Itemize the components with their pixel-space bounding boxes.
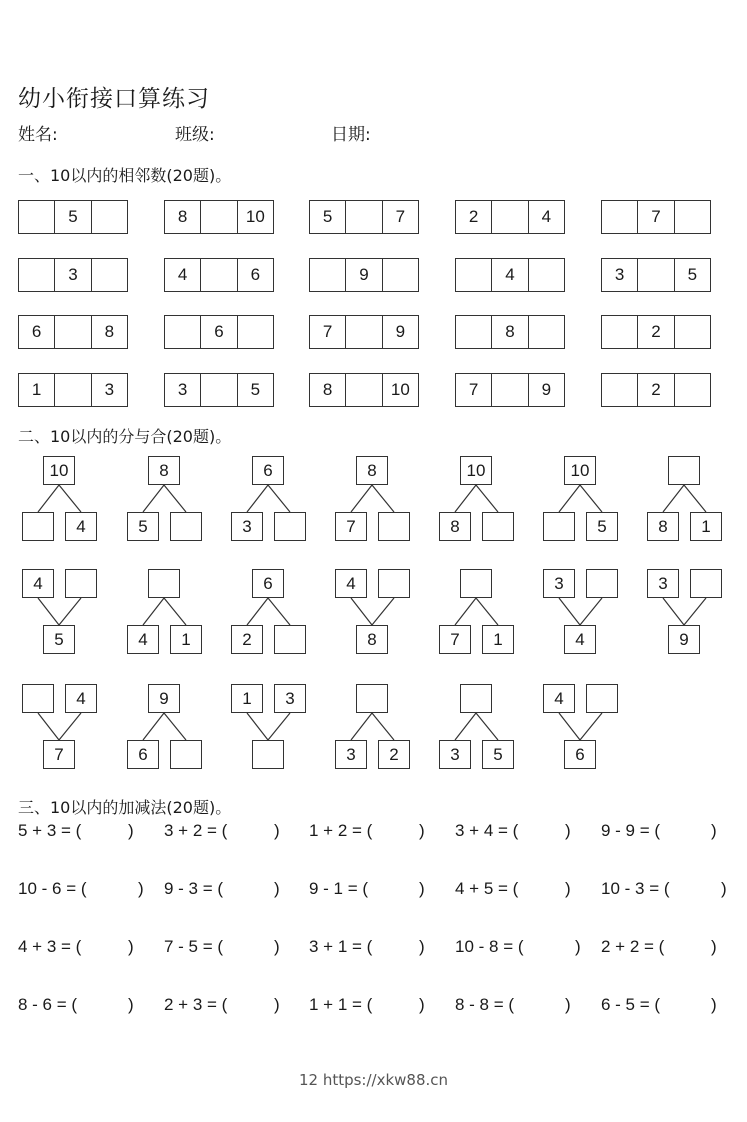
given-number-box: 5: [43, 625, 75, 654]
given-number-box: 6: [564, 740, 596, 769]
given-number-box: 4: [165, 259, 201, 291]
answer-input[interactable]: [384, 821, 420, 841]
given-number-box: 2: [378, 740, 410, 769]
equation-text: 4 + 3 = (: [18, 937, 82, 956]
equation-text: 8 - 8 = (: [455, 995, 515, 1014]
given-number-box: 9: [668, 625, 700, 654]
close-paren: ): [565, 879, 571, 898]
close-paren: ): [419, 821, 425, 840]
answer-input[interactable]: [685, 879, 721, 899]
answer-input[interactable]: [93, 937, 129, 957]
given-number-box: 10: [390, 380, 410, 399]
given-number-box: 1: [231, 684, 263, 713]
close-paren: ): [274, 821, 280, 840]
given-number-box: 4: [127, 625, 159, 654]
close-paren: ): [128, 995, 134, 1014]
given-number-box: 9: [395, 322, 406, 341]
given-number-box: 6: [250, 265, 261, 284]
answer-blank-box[interactable]: [586, 684, 618, 713]
given-number-box: 3: [165, 374, 201, 406]
given-number-box: 7: [335, 512, 367, 541]
answer-input[interactable]: [676, 937, 712, 957]
given-number-box: 5: [55, 201, 91, 233]
close-paren: ): [565, 821, 571, 840]
answer-input[interactable]: [93, 995, 129, 1015]
given-number-box: 2: [231, 625, 263, 654]
close-paren: ): [711, 995, 717, 1014]
close-paren: ): [419, 879, 425, 898]
given-number-box: 5: [482, 740, 514, 769]
close-paren: ): [575, 937, 581, 956]
given-number-box: 2: [638, 316, 674, 348]
equation-text: 2 + 3 = (: [164, 995, 228, 1014]
close-paren: ): [274, 995, 280, 1014]
given-number-box: 8: [356, 625, 388, 654]
date-field-label: 日期:: [331, 125, 371, 145]
equation-text: 3 + 1 = (: [309, 937, 373, 956]
answer-input[interactable]: [530, 879, 566, 899]
given-number-box: 3: [602, 259, 638, 291]
given-number-box: 3: [274, 684, 306, 713]
section1-heading: 一、10以内的相邻数(20题)。: [18, 166, 232, 185]
given-number-box: 3: [647, 569, 679, 598]
answer-input[interactable]: [102, 879, 138, 899]
given-number-box: 6: [252, 569, 284, 598]
given-number-box: 4: [65, 684, 97, 713]
given-number-box: 8: [492, 316, 528, 348]
equation-text: 8 - 6 = (: [18, 995, 78, 1014]
worksheet-title: 幼小衔接口算练习: [18, 86, 210, 112]
given-number-box: 1: [170, 625, 202, 654]
equation-text: 9 - 3 = (: [164, 879, 224, 898]
given-number-box: 3: [335, 740, 367, 769]
equation-text: 9 - 9 = (: [601, 821, 661, 840]
given-number-box: 10: [460, 456, 492, 485]
answer-input[interactable]: [239, 821, 275, 841]
given-number-box: 8: [310, 374, 346, 406]
name-field-label: 姓名:: [18, 125, 58, 145]
given-number-box: 3: [55, 259, 91, 291]
equation-text: 5 + 3 = (: [18, 821, 82, 840]
given-number-box: 8: [647, 512, 679, 541]
page-footer: 12 https://xkw88.cn: [298, 1071, 449, 1089]
given-number-box: 5: [250, 380, 261, 399]
answer-input[interactable]: [384, 995, 420, 1015]
given-number-box: 4: [543, 684, 575, 713]
close-paren: ): [274, 937, 280, 956]
given-number-box: 10: [245, 207, 265, 226]
answer-input[interactable]: [384, 937, 420, 957]
given-number-box: 8: [439, 512, 471, 541]
answer-input[interactable]: [239, 937, 275, 957]
given-number-box: 3: [231, 512, 263, 541]
section3-heading: 三、10以内的加减法(20题)。: [18, 798, 232, 817]
equation-text: 10 - 3 = (: [601, 879, 670, 898]
given-number-box: 1: [19, 374, 55, 406]
equation-text: 4 + 5 = (: [455, 879, 519, 898]
equation-text: 1 + 2 = (: [309, 821, 373, 840]
given-number-box: 4: [65, 512, 97, 541]
given-number-box: 6: [19, 316, 55, 348]
given-number-box: 5: [310, 201, 346, 233]
answer-input[interactable]: [93, 821, 129, 841]
given-number-box: 4: [22, 569, 54, 598]
answer-input[interactable]: [530, 821, 566, 841]
given-number-box: 9: [541, 380, 552, 399]
equation-text: 10 - 6 = (: [18, 879, 87, 898]
given-number-box: 5: [687, 265, 698, 284]
given-number-box: 4: [541, 207, 552, 226]
given-number-box: 8: [356, 456, 388, 485]
equation-text: 6 - 5 = (: [601, 995, 661, 1014]
given-number-box: 7: [439, 625, 471, 654]
given-number-box: 4: [492, 259, 528, 291]
given-number-box: 4: [335, 569, 367, 598]
equation-text: 3 + 2 = (: [164, 821, 228, 840]
answer-input[interactable]: [530, 995, 566, 1015]
given-number-box: 3: [543, 569, 575, 598]
given-number-box: 5: [127, 512, 159, 541]
equation-text: 9 - 1 = (: [309, 879, 369, 898]
close-paren: ): [128, 937, 134, 956]
given-number-box: 8: [148, 456, 180, 485]
given-number-box: 10: [43, 456, 75, 485]
given-number-box: 3: [439, 740, 471, 769]
given-number-box: 7: [456, 374, 492, 406]
class-field-label: 班级:: [175, 125, 215, 145]
close-paren: ): [419, 937, 425, 956]
given-number-box: 6: [201, 316, 237, 348]
close-paren: ): [565, 995, 571, 1014]
answer-input[interactable]: [676, 995, 712, 1015]
equation-text: 10 - 8 = (: [455, 937, 524, 956]
close-paren: ): [721, 879, 727, 898]
given-number-box: 4: [564, 625, 596, 654]
equation-text: 1 + 1 = (: [309, 995, 373, 1014]
equation-text: 7 - 5 = (: [164, 937, 224, 956]
given-number-box: 9: [148, 684, 180, 713]
given-number-box: 3: [104, 380, 115, 399]
given-number-box: 6: [252, 456, 284, 485]
given-number-box: 5: [586, 512, 618, 541]
given-number-box: 10: [564, 456, 596, 485]
answer-input[interactable]: [676, 821, 712, 841]
close-paren: ): [138, 879, 144, 898]
answer-input[interactable]: [239, 995, 275, 1015]
given-number-box: 6: [127, 740, 159, 769]
equation-text: 2 + 2 = (: [601, 937, 665, 956]
given-number-box: 7: [310, 316, 346, 348]
answer-input[interactable]: [539, 937, 575, 957]
given-number-box: 2: [456, 201, 492, 233]
equation-text: 3 + 4 = (: [455, 821, 519, 840]
given-number-box: 8: [165, 201, 201, 233]
answer-input[interactable]: [384, 879, 420, 899]
given-number-box: 1: [482, 625, 514, 654]
given-number-box: 2: [638, 374, 674, 406]
close-paren: ): [711, 937, 717, 956]
given-number-box: 7: [638, 201, 674, 233]
given-number-box: 7: [395, 207, 406, 226]
given-number-box: 9: [346, 259, 382, 291]
close-paren: ): [419, 995, 425, 1014]
section2-heading: 二、10以内的分与合(20题)。: [18, 427, 232, 446]
close-paren: ): [128, 821, 134, 840]
given-number-box: 1: [690, 512, 722, 541]
given-number-box: 7: [43, 740, 75, 769]
close-paren: ): [274, 879, 280, 898]
given-number-box: 8: [104, 322, 115, 341]
answer-input[interactable]: [239, 879, 275, 899]
close-paren: ): [711, 821, 717, 840]
